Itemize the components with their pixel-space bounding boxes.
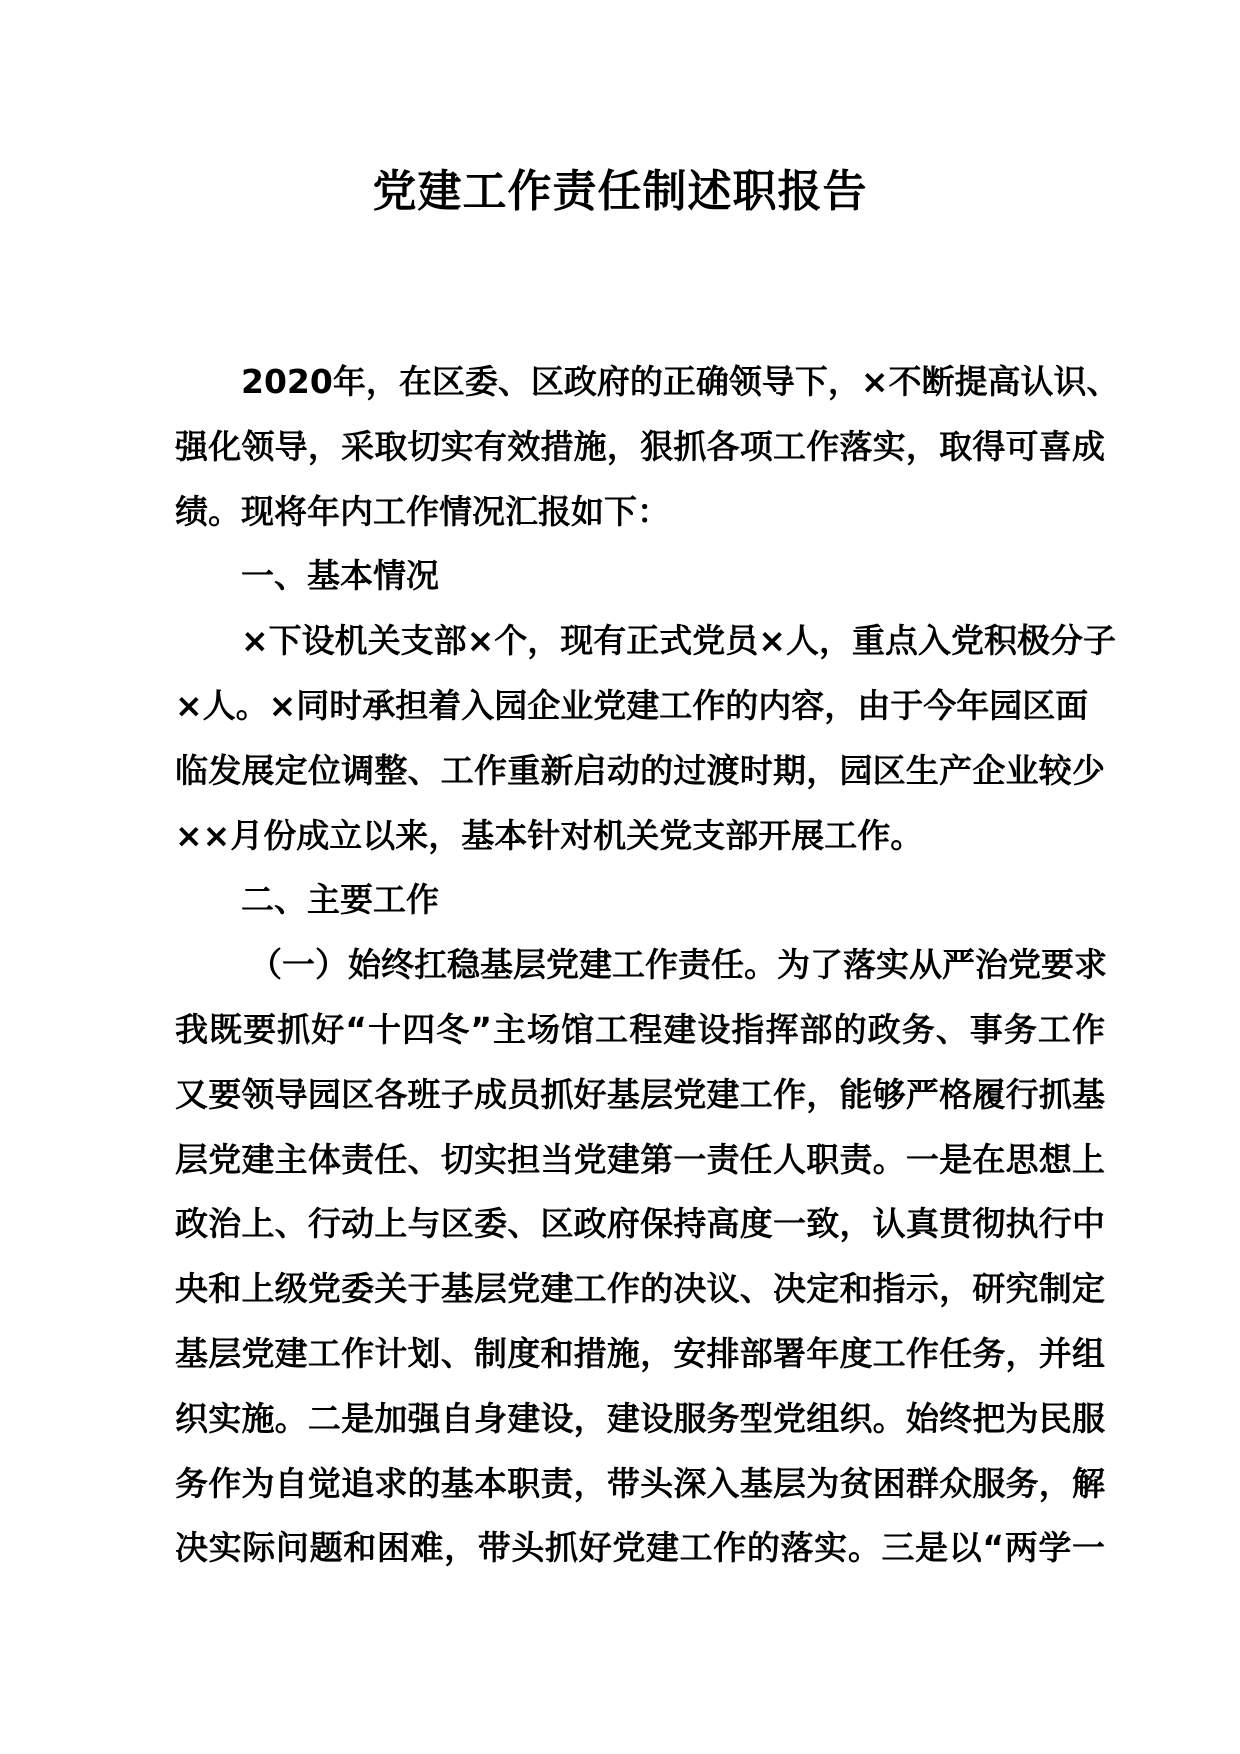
subsection-heading-line: （一）始终扛稳基层党建工作责任。为了落实从严治党要求 <box>249 945 1107 985</box>
section-heading-main-work: 二、主要工作 <box>241 880 439 920</box>
paragraph-line: 层党建主体责任、切实担当党建第一责任人职责。一是在思想上 <box>175 1139 1105 1179</box>
paragraph-line: 决实际问题和困难，带头抓好党建工作的落实。三是以“两学一 <box>175 1528 1105 1568</box>
paragraph-line: 绩。现将年内工作情况汇报如下： <box>175 491 670 531</box>
paragraph-line: ×人。×同时承担着入园企业党建工作的内容，由于今年园区面 <box>175 685 1089 725</box>
paragraph-line: 央和上级党委关于基层党建工作的决议、决定和指示，研究制定 <box>175 1269 1105 1309</box>
paragraph-line: 政治上、行动上与区委、区政府保持高度一致，认真贯彻执行中 <box>175 1204 1105 1244</box>
paragraph-line: 2020年，在区委、区政府的正确领导下，×不断提高认识、 <box>241 362 1120 401</box>
section-heading-basic: 一、基本情况 <box>241 556 439 596</box>
paragraph-line: 又要领导园区各班子成员抓好基层党建工作，能够严格履行抓基 <box>175 1074 1105 1114</box>
paragraph-line: ×下设机关支部×个，现有正式党员×人，重点入党积极分子 <box>241 621 1116 661</box>
paragraph-line: ××月份成立以来，基本针对机关党支部开展工作。 <box>175 815 924 855</box>
paragraph-line: 临发展定位调整、工作重新启动的过渡时期，园区生产企业较少 <box>175 750 1105 790</box>
paragraph-line: 基层党建工作计划、制度和措施，安排部署年度工作任务，并组 <box>175 1333 1105 1373</box>
paragraph-line: 我既要抓好“十四冬”主场馆工程建设指挥部的政务、事务工作 <box>175 1009 1105 1049</box>
paragraph-line: 强化领导，采取切实有效措施，狠抓各项工作落实，取得可喜成 <box>175 426 1105 466</box>
paragraph-line: 织实施。二是加强自身建设，建设服务型党组织。始终把为民服 <box>175 1398 1105 1438</box>
document-title: 党建工作责任制述职报告 <box>372 166 868 217</box>
document-body <box>175 350 1120 1581</box>
paragraph-line: 务作为自觉追求的基本职责，带头深入基层为贫困群众服务，解 <box>175 1463 1105 1503</box>
